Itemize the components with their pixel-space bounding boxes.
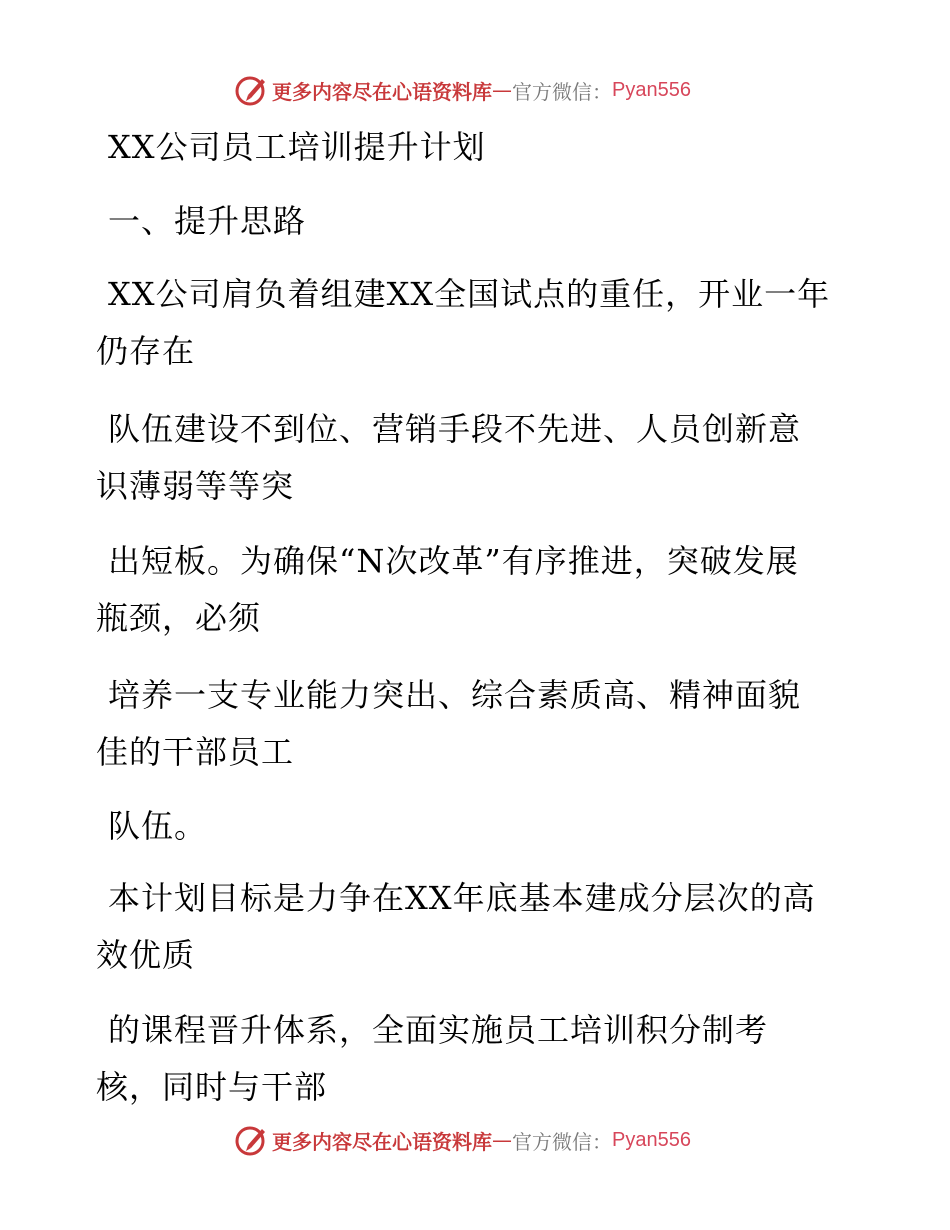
paragraph-line: 佳的干部员工	[96, 733, 295, 771]
paragraph-line: 仍存在	[96, 332, 196, 370]
paragraph-line: 识薄弱等等突	[96, 467, 295, 505]
paragraph-line: 队伍。	[108, 807, 208, 845]
watermark-account: Pyan556	[612, 1128, 691, 1151]
paragraph-line: 核，同时与干部	[96, 1068, 328, 1106]
watermark-text: 更多内容尽在心语资料库	[272, 1129, 492, 1154]
paragraph-line: 出短板。为确保“N次改革”有序推进，突破发展	[108, 542, 799, 580]
watermark-account: Pyan556	[612, 78, 691, 101]
paragraph-line: 的课程晋升体系，全面实施员工培训积分制考	[108, 1011, 769, 1049]
pen-logo-icon	[234, 1123, 268, 1157]
watermark-dash: —	[492, 78, 512, 102]
paragraph-line: 队伍建设不到位、营销手段不先进、人员创新意	[108, 410, 802, 448]
paragraph-line: 瓶颈，必须	[96, 599, 262, 637]
watermark-text: 更多内容尽在心语资料库	[272, 79, 492, 104]
watermark-official: 官方微信：	[512, 1129, 612, 1154]
paragraph-line: 培养一支专业能力突出、综合素质高、精神面貌	[108, 676, 802, 714]
watermark-dash: —	[492, 1128, 512, 1152]
paragraph-line: 效优质	[96, 936, 196, 974]
watermark-footer	[234, 1122, 691, 1158]
paragraph-line: XX公司肩负着组建XX全国试点的重任，开业一年	[108, 275, 831, 313]
watermark-official: 官方微信：	[512, 79, 612, 104]
paragraph-line: 本计划目标是力争在XX年底基本建成分层次的高	[108, 879, 816, 917]
section-heading: 一、提升思路	[108, 202, 307, 240]
watermark-header	[234, 72, 691, 108]
pen-logo-icon	[234, 73, 268, 107]
document-title: XX公司员工培训提升计划	[108, 128, 486, 166]
